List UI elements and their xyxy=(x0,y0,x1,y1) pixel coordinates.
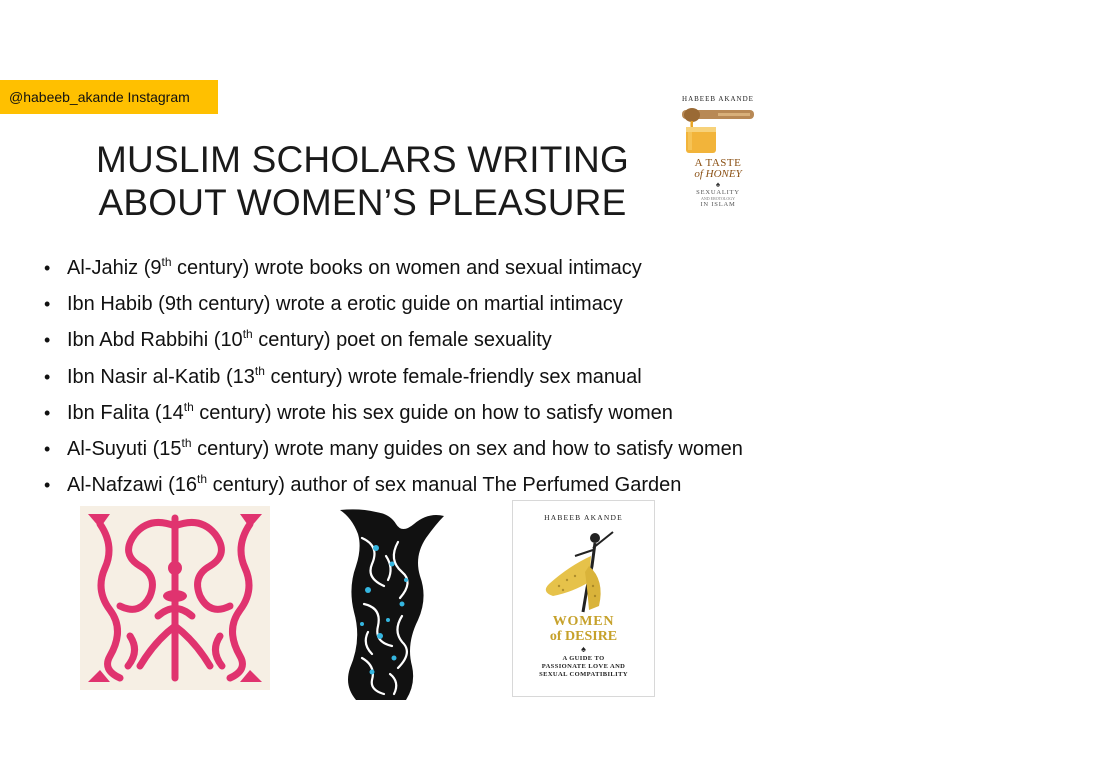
instagram-handle-tag: @habeeb_akande Instagram xyxy=(0,80,218,114)
list-item: • Al-Jahiz (9th century) wrote books on women and sexual intimacy xyxy=(42,250,822,286)
list-item: • Al-Suyuti (15th century) wrote many guides on sex and how to satisfy women xyxy=(42,431,822,467)
list-item: • Al-Nafzawi (16th century) author of sex manual The Perfumed Garden xyxy=(42,467,822,503)
book-title-2: of HONEY xyxy=(694,168,742,180)
list-item: • Ibn Falita (14th century) wrote his sex guide on how to satisfy women xyxy=(42,395,822,431)
book-title-2: of DESIRE xyxy=(549,629,618,644)
calligraphy-tree-art xyxy=(332,508,448,704)
scholar-list xyxy=(42,250,822,503)
calligraphy-figure-icon xyxy=(332,508,448,704)
list-item: • Ibn Habib (9th century) wrote a erotic guide on martial intimacy xyxy=(42,286,822,322)
book-title-1: A TASTE xyxy=(694,157,742,169)
ornament-icon: ♠ xyxy=(581,644,586,654)
honey-jar-icon xyxy=(678,107,758,155)
book-subtitle-2: AND EROTOLOGY xyxy=(700,196,736,201)
ornament-icon: ♠ xyxy=(715,180,721,189)
book-author: HABEEB AKANDE xyxy=(544,513,623,522)
list-item: • Ibn Nasir al-Katib (13th century) wrote female-friendly sex manual xyxy=(42,359,822,395)
title-line-2: ABOUT WOMEN’S PLEASURE xyxy=(98,182,627,223)
slide-title xyxy=(95,138,630,224)
pink-calligraphy-icon xyxy=(80,506,270,690)
book-subtitle-1: SEXUALITY xyxy=(696,189,740,196)
list-item: • Ibn Abd Rabbihi (10th century) poet on female sexuality xyxy=(42,322,822,358)
book-cover-taste-of-honey xyxy=(674,88,762,240)
book-cover-women-of-desire xyxy=(512,500,655,697)
book-subtitle-2: PASSIONATE LOVE AND xyxy=(541,663,626,670)
pink-calligraphy-art xyxy=(80,506,270,690)
dancing-woman-icon xyxy=(529,526,639,614)
title-line-1: MUSLIM SCHOLARS WRITING xyxy=(96,139,629,180)
book-subtitle-3: IN ISLAM xyxy=(700,201,736,208)
book-subtitle-1: A GUIDE TO xyxy=(562,655,605,662)
book-subtitle-3: SEXUAL COMPATIBILITY xyxy=(539,671,628,678)
book-author: HABEEB AKANDE xyxy=(682,95,754,103)
book-title-1: WOMEN xyxy=(552,614,615,629)
